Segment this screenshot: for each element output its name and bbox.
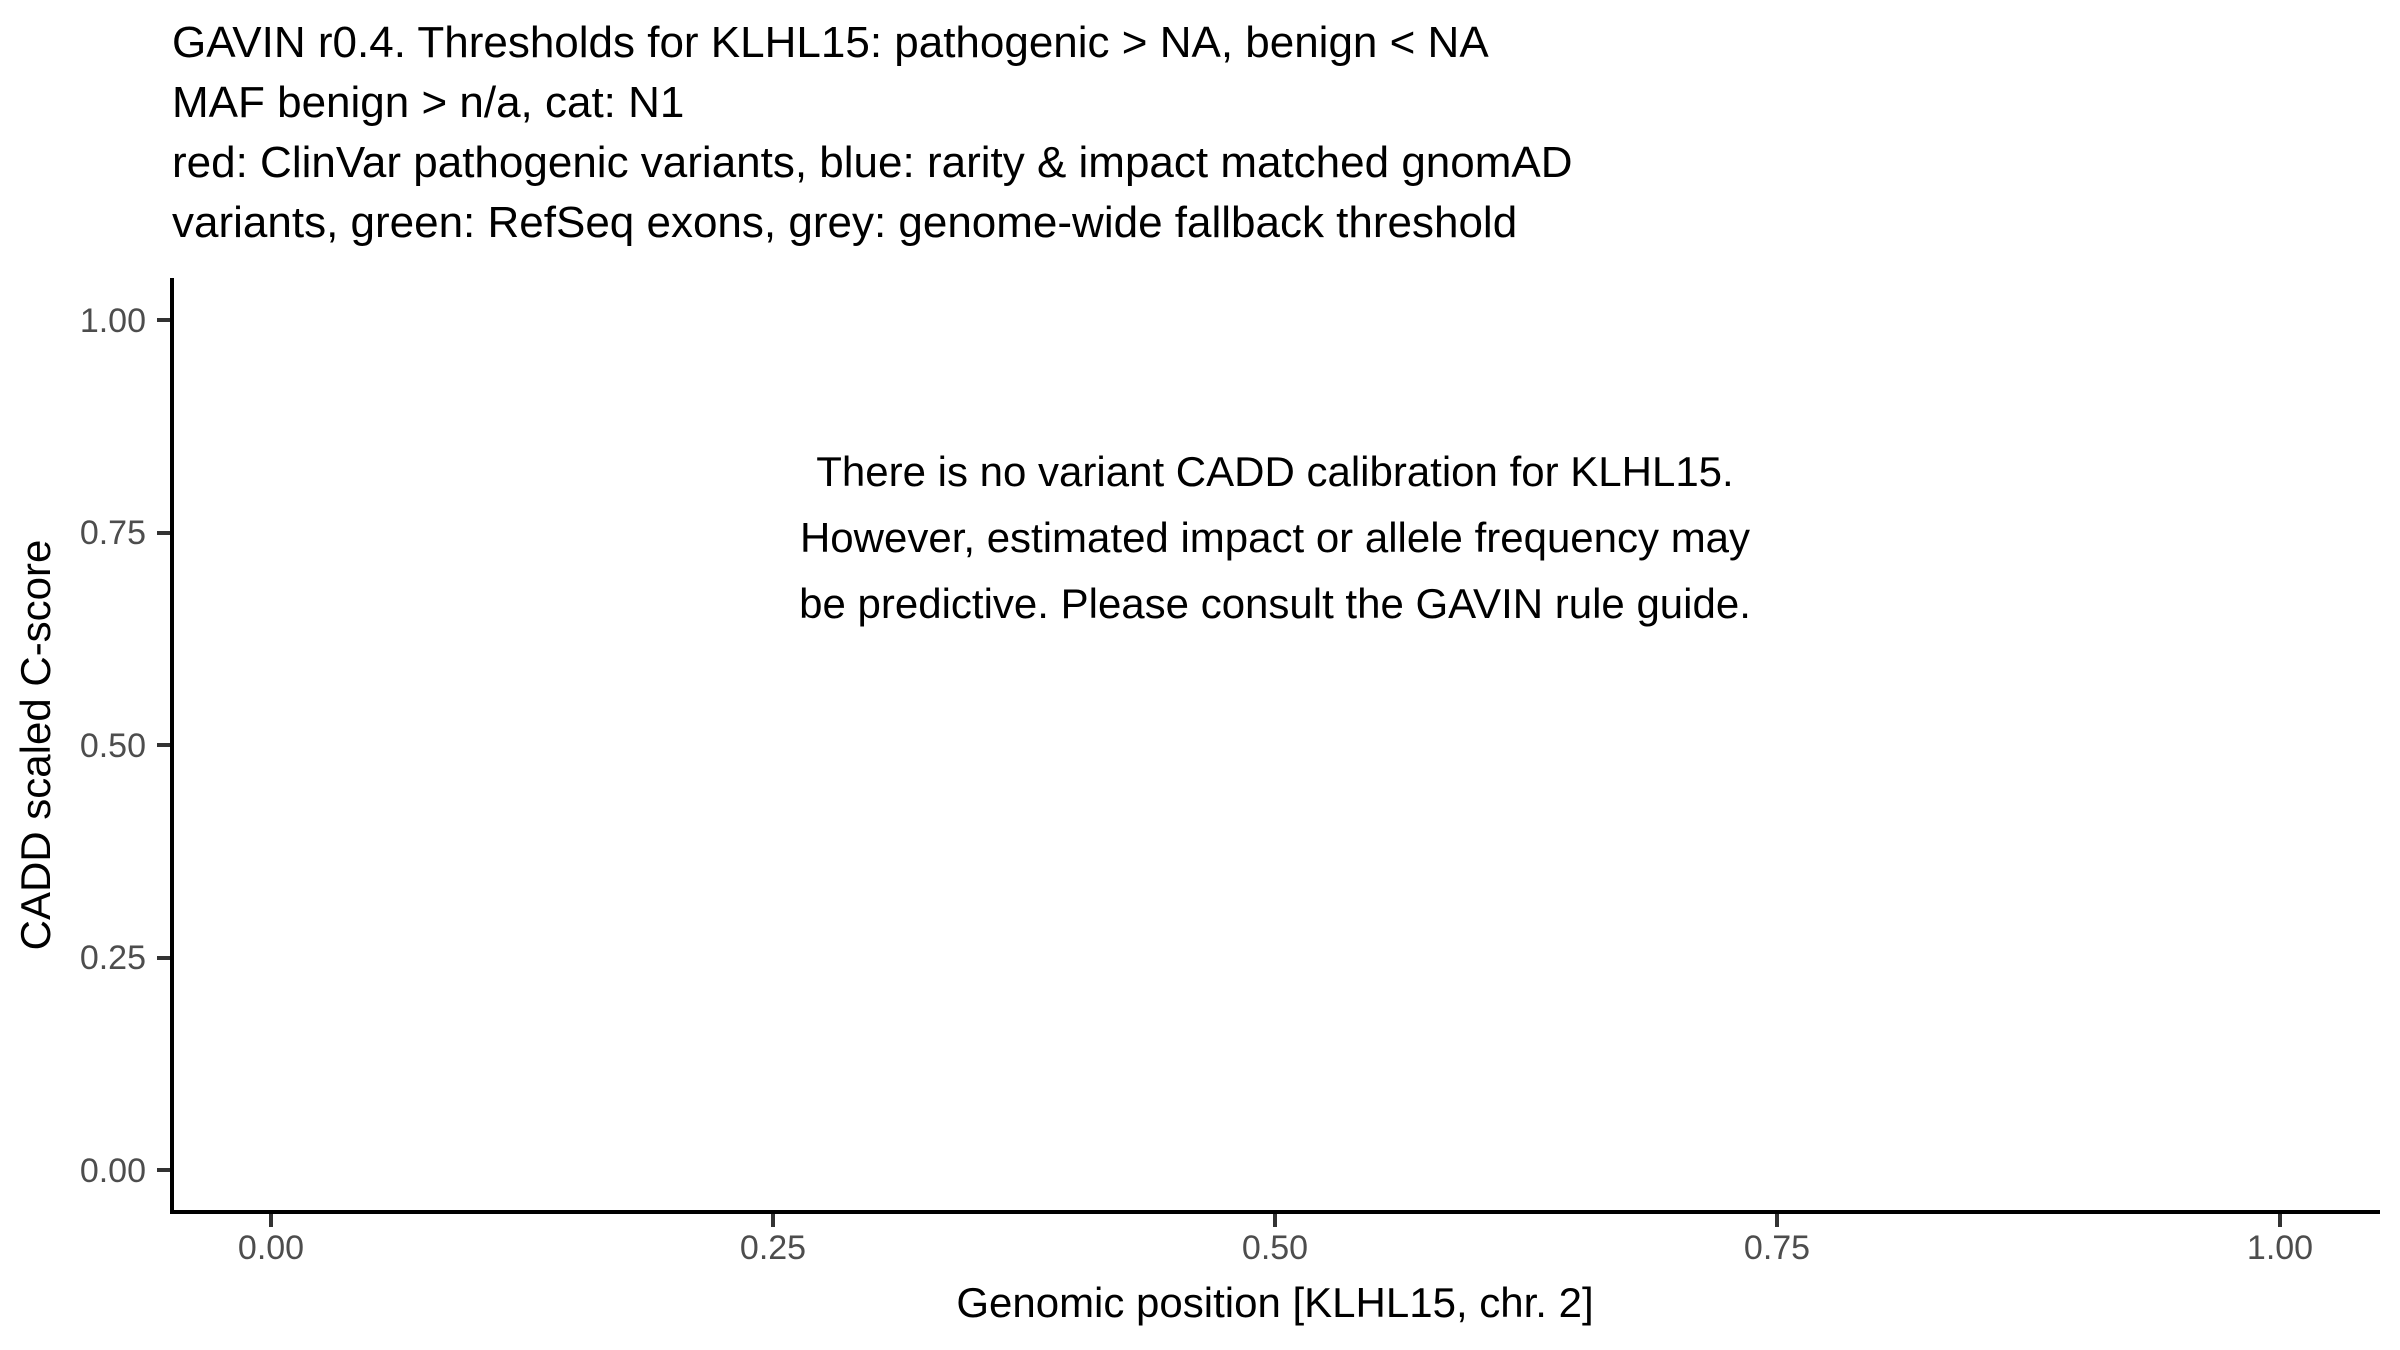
y-tick-label: 0.50 <box>79 727 146 765</box>
plot-title-line-4: variants, green: RefSeq exons, grey: genome-wide fallback threshold <box>172 198 1518 247</box>
no-calibration-note <box>675 439 1875 637</box>
y-tick-mark <box>157 1168 170 1172</box>
no-calibration-note-line-1: There is no variant CADD calibration for KLHL15. <box>816 448 1734 495</box>
y-tick-label: 0.00 <box>79 1152 146 1190</box>
x-tick-label: 0.50 <box>1241 1229 1309 1267</box>
y-tick-mark <box>157 318 170 322</box>
x-tick-mark <box>269 1214 273 1227</box>
x-tick-label: 0.25 <box>739 1229 807 1267</box>
x-tick-mark <box>2278 1214 2282 1227</box>
y-tick-mark <box>157 743 170 747</box>
no-calibration-note-line-2: However, estimated impact or allele frequency may <box>799 514 1751 561</box>
x-tick-label: 0.75 <box>1743 1229 1811 1267</box>
plot-area <box>170 278 2380 1214</box>
x-axis-title: Genomic position [KLHL15, chr. 2] <box>956 1279 1594 1326</box>
y-axis-title-text: CADD scaled C-score <box>12 539 59 951</box>
x-tick-mark <box>1273 1214 1277 1227</box>
plot-title-line-3: red: ClinVar pathogenic variants, blue: rarity & impact matched gnomAD <box>172 138 1573 187</box>
y-tick-mark <box>157 531 170 535</box>
x-tick-label: 0.00 <box>237 1229 305 1267</box>
y-tick-mark <box>157 956 170 960</box>
y-tick-label: 0.75 <box>79 514 146 552</box>
y-tick-label: 1.00 <box>79 302 146 340</box>
x-tick-label: 1.00 <box>2246 1229 2314 1267</box>
y-tick-label: 0.25 <box>79 939 146 977</box>
x-tick-mark <box>771 1214 775 1227</box>
plot-title-line-2: MAF benign > n/a, cat: N1 <box>172 78 685 127</box>
x-tick-mark <box>1775 1214 1779 1227</box>
no-calibration-note-line-3: be predictive. Please consult the GAVIN rule guide. <box>799 580 1751 627</box>
plot-title-line-1: GAVIN r0.4. Thresholds for KLHL15: pathogenic > NA, benign < NA <box>172 18 1489 67</box>
plot-title <box>172 13 1573 253</box>
